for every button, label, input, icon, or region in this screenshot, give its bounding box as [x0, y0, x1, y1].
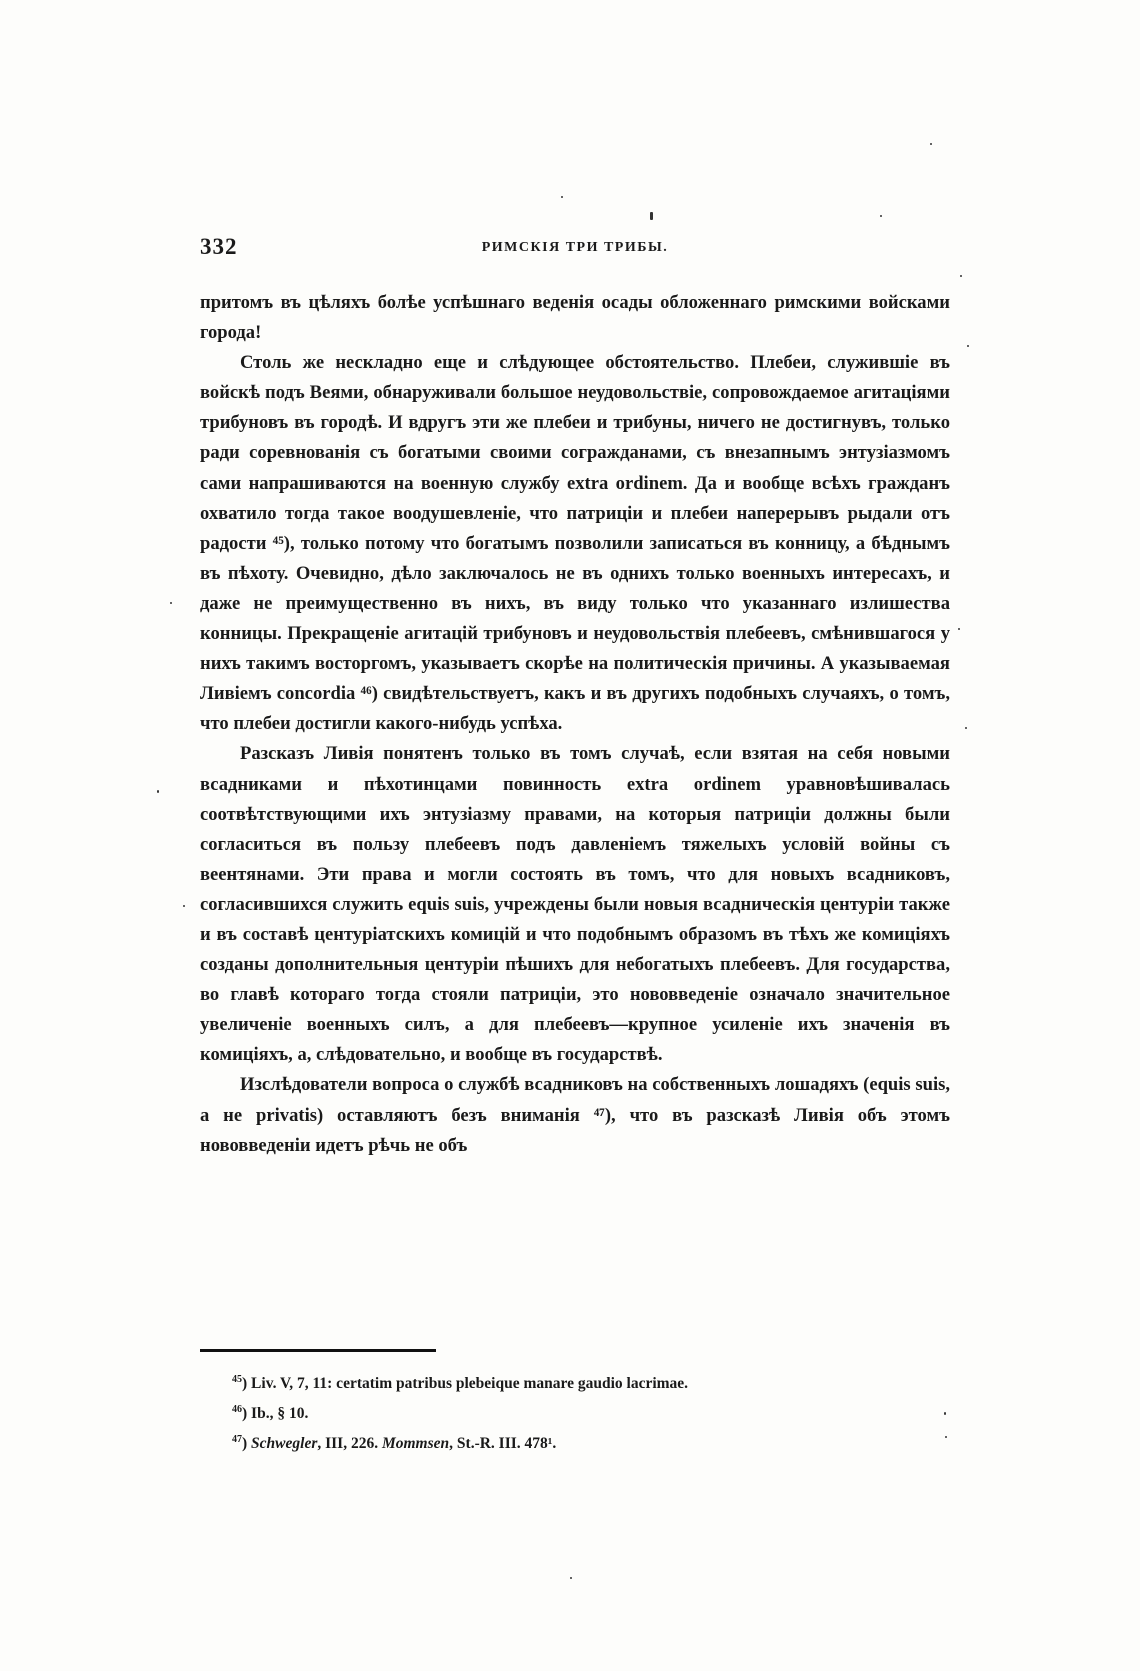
scan-speck — [880, 215, 882, 217]
scan-speck — [958, 628, 960, 630]
paragraph-2: Столь же нескладно еще и слѣдующее обстоятельство. Плебеи, служившіе въ войскѣ подъ Веями, обнаруживали большое неудовольствіе, сопровождаемое агитаціями трибуновъ въ городѣ. И вдругъ эти же плебеи и трибуны, ничего не достигнувъ, только ради соревнованія съ богатыми своими согражданами, съ внезапнымъ энтузіазмомъ сами напрашиваются на военную службу extra ordinem. Да и вообще всѣхъ гражданъ охватило тогда такое воодушевленіе, что патриціи и плебеи наперерывъ рыдали отъ радости ⁴⁵), только потому что богатымъ позволили записаться въ конницу, а бѣднымъ въ пѣхоту. Очевидно, дѣло заключалось не въ однихъ только военныхъ интересахъ, и даже не преимущественно въ нихъ, въ виду только что указаннаго излишества конницы. Прекращеніе агитацій трибуновъ и неудовольствія плебеевъ, смѣнившагося у нихъ такимъ восторгомъ, указываетъ скорѣе на политическія причины. А указываемая Ливіемъ concordia ⁴⁶) свидѣтельствуетъ, какъ и въ другихъ подобныхъ случаяхъ, о томъ, что плебеи достигли какого-нибудь успѣха. — [200, 352, 950, 735]
scan-speck — [960, 275, 962, 277]
scan-speck — [183, 905, 185, 907]
running-title: РИМСКІЯ ТРИ ТРИБЫ. — [481, 240, 669, 255]
scan-speck — [967, 345, 969, 347]
scan-speck — [945, 1436, 947, 1438]
scan-speck — [561, 196, 563, 198]
scan-speck — [944, 1412, 946, 1415]
footnotes — [232, 1367, 952, 1457]
footnote-text: , St.-R. III. 478¹. — [449, 1435, 557, 1453]
footnote-47: $^{47}$) Schwegler, III, 226. Mommsen, St.-R. III. 478¹. — [232, 1434, 557, 1453]
paragraph-4: Изслѣдователи вопроса о службѣ всадниковъ на собственныхъ лошадяхъ (equis suis, а не privatis) оставляютъ безъ вниманія ⁴⁷), что въ разсказѣ Ливія объ этомъ нововведеніи идетъ рѣчь не объ — [200, 1074, 950, 1156]
scan-speck — [965, 727, 967, 729]
body-text — [200, 288, 950, 1161]
footnote-text: Ib., § 10. — [251, 1405, 309, 1423]
footnote-mark: 45 — [232, 1374, 242, 1385]
scan-speck — [157, 790, 159, 793]
page-number: 332 — [200, 234, 238, 259]
footnote-45: $^{45}$) Liv. V, 7, 11: certatim patribus plebeique manare gaudio lacrimae. — [232, 1374, 689, 1393]
footnote-author: Schwegler — [251, 1435, 318, 1453]
footnote-46: $^{46}$) Ib., § 10. — [232, 1404, 309, 1423]
footnote-author: Mommsen — [381, 1435, 450, 1453]
paragraph-3: Разсказъ Ливія понятенъ только въ томъ случаѣ, если взятая на себя новыми всадниками и пѣхотинцами повинность extra ordinem уравновѣшивалась соотвѣтствующими ихъ энтузіазму правами, на которыя патриціи должны были согласиться въ пользу плебеевъ подъ давленіемъ тяжелыхъ условій войны съ веентянами. Эти права и могли состоять въ томъ, что для новыхъ всадниковъ, согласившихся служить equis suis, учреждены были новыя всадническія центуріи также и въ составѣ центуріатскихъ комицій и что подобнымъ образомъ въ тѣхъ же комиціяхъ созданы дополнительныя центуріи пѣшихъ для небогатыхъ плебеевъ. Для государства, во главѣ котораго тогда стояли патриціи, это нововведеніе означало значительное увеличеніе военныхъ силъ, а для плебеевъ—крупное усиленіе ихъ значенія въ комиціяхъ, а, слѣдовательно, и вообще въ государствѣ. — [200, 743, 950, 1066]
footnote-text: , III, 226. — [317, 1435, 382, 1453]
footnote-text: Liv. V, 7, 11: certatim patribus plebeique manare gaudio lacrimae. — [251, 1375, 689, 1393]
footnote-mark: 47 — [232, 1434, 242, 1446]
footnote-rule — [200, 1349, 436, 1352]
paragraph-1: притомъ въ цѣляхъ болѣе успѣшнаго веденія осады обложеннаго римскими войсками города! — [200, 292, 950, 344]
footnote-mark: 46 — [232, 1404, 242, 1416]
scan-speck — [930, 143, 932, 145]
scan-speck — [650, 212, 653, 220]
page-header — [200, 234, 950, 266]
scan-speck — [170, 602, 172, 604]
scan-speck — [570, 1577, 572, 1579]
